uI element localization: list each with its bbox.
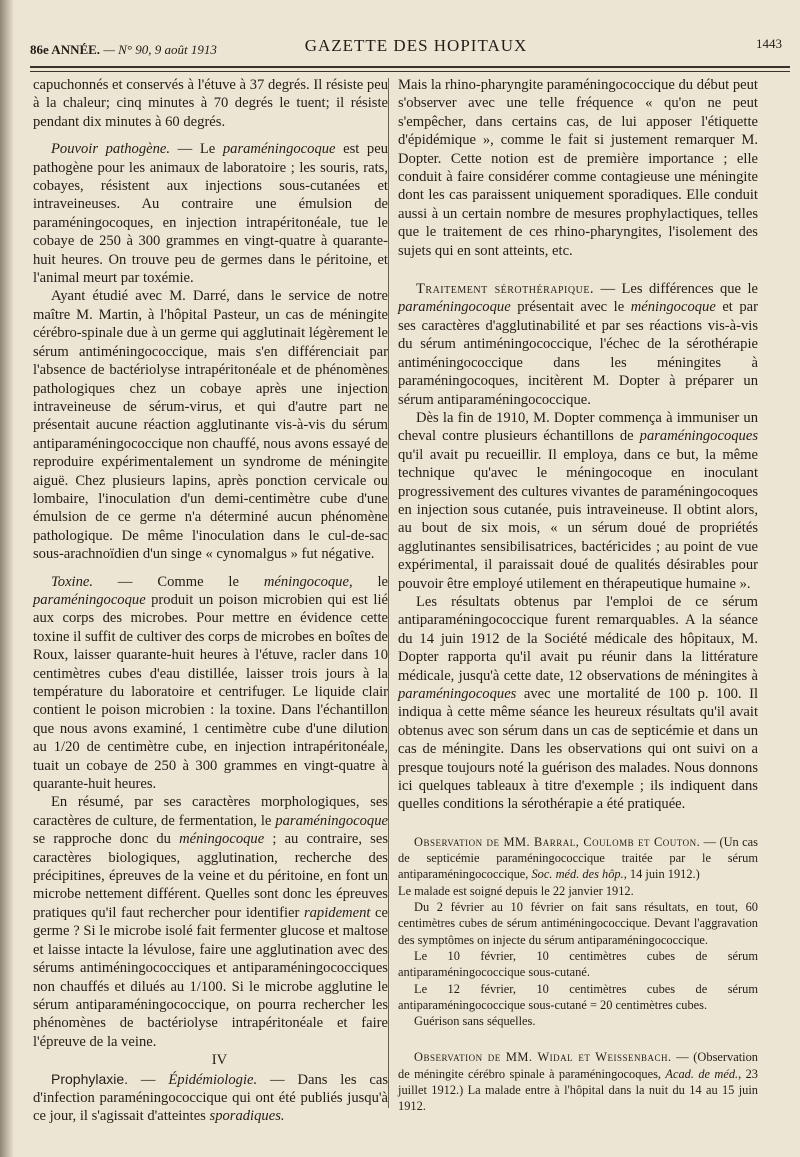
subheading-toxin: Toxine. bbox=[51, 573, 94, 590]
paragraph-summary: En résumé, par ses caractères morphologiques, ses caractères de culture, de fermentation, le paraméningocoque se rapproche donc du méningocoque ; au contraire, ses caractères biologiques, agglutination, recherche des précipitines, épreuves de la veine et du péritoine, en font un microbe nettement différent. Quelles sont donc les épreuves pratiques qu'il faut rechercher pour identifier rapidement ce germe ? Si le microbe isolé fait fermenter glucose et maltose et laisse intacte la lévulose, faire une agglutination avec des sérums antiméningococciques et antiparaméningococciques non chauffés et dilués au 1/100. Si le microbe agglutine le sérum antiparaméningococcique, on pourra rechercher les phénomènes de bactériolyse intrapéritonéale et faire l'épreuve de la veine. bbox=[33, 794, 388, 1050]
observation-line: Du 2 février au 10 février on fait sans résultats, en tout, 60 centimètres cubes de sérum antiméningococcique. Devant l'aggravation des symptômes on injecte du sérum antiparaméningococcique. bbox=[398, 900, 758, 947]
observation-widal bbox=[398, 1049, 758, 1114]
paragraph-personal-study: Ayant étudié avec M. Darré, dans le service de notre maître M. Martin, à l'hôpital Pasteur, un cas de méningite cérébro-spinale due à un germe qui agglutinait légèrement le sérum antiméningococcique, mais s'en différenciait par l'absence de bactériolyse intrapéritonéale et de phénomènes pathologiques chez un cobaye après une injection intraveineuse de sérum-virus, et qui d'autre part ne présentait aucune réaction agglutinante vis-à-vis du sérum antiparaméningococcique non chauffé, nous avons essayé de reproduire expérimentalement un syndrome de méningite aiguë. Chez plusieurs lapins, après ponction cervicale ou lombaire, l'inoculation d'un demi-centimètre cube d'une émulsion de ce germe n'a déterminé aucun phénomène pathologique. De même l'inoculation dans le cul-de-sac sous-arachnoïdien d'un singe « cynomalgus » fut négative. bbox=[33, 288, 388, 563]
observation-line: Le 12 février, 10 centimètres cubes de sérum antiparaméningococcique sous-cutané = 20 centimètres cubes. bbox=[398, 981, 758, 1012]
subheading-prophylaxis: Prophylaxie. bbox=[51, 1070, 129, 1087]
header-rule-thick bbox=[30, 66, 790, 68]
subheading-epidemiology: Épidémiologie. bbox=[168, 1071, 258, 1088]
paragraph-dopter-immunization: Dès la fin de 1910, M. Dopter commença à immuniser un cheval contre plusieurs échantillons de paraméningocoques qu'il avait pu recueillir. Il employa, dans ce but, la même technique qu'avec le méningocoque en inoculant progressivement des cultures vivantes de paraméningocoques en injection sous cutanée, puis intraveineuse. Il obtint alors, au bout de six mois, « un sérum doué de propriétés agglutinantes sensibilisatrices, bactéricides ; au point de vue expérimental, il paraissait doué de qualités désirables pour pouvoir être employé utilement en thérapeutique humaine ». bbox=[398, 409, 758, 592]
journal-title: GAZETTE DES HOPITAUX bbox=[304, 36, 528, 55]
header-rule-thin bbox=[30, 71, 790, 72]
paragraph-heat-resistance: capuchonnés et conservés à l'étuve à 37 degrés. Il résiste peu à la chaleur; cinq minutes à 70 degrés le tuent; il résiste pendant dix minutes à 60 degrés. bbox=[33, 77, 388, 130]
header-issue: — N° 90, 9 août 1913 bbox=[103, 42, 217, 57]
paragraph-pathogenic-power: Pouvoir pathogène. — Le paraméningocoque est peu pathogène pour les animaux de laboratoire ; les souris, rats, cobayes, résistent aux injections sous-cutanées et intraveineuses. Au contraire une émulsion de paraméningocoques, en injection intrapéritonéale, tue le cobaye de 250 à 300 grammes en vingt-quatre à quarante-huit heures. On trouve peu de germes dans le péritoine, et l'animal meurt par toxémie. bbox=[33, 141, 389, 287]
subheading-pathogenic-power: Pouvoir pathogène. bbox=[51, 141, 171, 158]
subheading-serotherapy: Traitement sérothérapique. bbox=[416, 281, 595, 298]
observation-barral-heading: Observation de MM. Barral, Coulomb et Couton. — (Un cas de septicémie paraméningococcique traitée par le sérum antiparaméningococcique, Soc. méd. des hôp., 14 juin 1912.) bbox=[398, 834, 758, 882]
header-issue-info bbox=[30, 42, 217, 58]
header-year: 86e ANNÉE. bbox=[30, 42, 101, 57]
observation-line: Le 10 février, 10 centimètres cubes de sérum antiparaméningococcique sous-cutané. bbox=[398, 948, 758, 980]
paragraph-rhinopharyngitis: Mais la rhino-pharyngite paraméningococcique du début peut s'observer avec une telle fréquence « qu'on ne peut s'empêcher, dans certains cas, de lui apposer l'étiquette d'épidémique », comme le fait si justement remarquer M. Dopter. Cette notion est de première importance ; elle conduit à faire considérer comme contagieuse une méningite dont les cas paraissent uniquement sporadiques. Elle conduit aussi à un certain nombre de mesures prophylactiques, telles que le traitement de ces rhino-pharyngites, l'isolement des sujets qui en sont atteints, etc. bbox=[398, 77, 758, 259]
observation-line: Guérison sans séquelles. bbox=[414, 1014, 536, 1029]
right-column bbox=[398, 76, 758, 1115]
paragraph-toxin: Toxine. — Comme le méningocoque, le paraméningocoque produit un poison microbien qui est lié aux corps des microbes. Pour mettre en évidence cette toxine il suffit de cultiver des corps de microbes en boîtes de Roux, laisser quarante-huit heures à l'étuve, racler dans 10 centimètres cubes d'eau distillée, laisser trois jours à la température du laboratoire et centrifuger. Le liquide clair contient le poison microbien : la toxine. Dans l'échantillon que nous avons examiné, 1 centimètre cube d'une dilution au 1/20 de centimètre cube, en injection intrapéritonéale, tuait un cobaye de 250 à 300 grammes en vingt-quatre à quarante-huit heures. bbox=[33, 573, 388, 793]
column-separator bbox=[388, 78, 389, 1108]
paragraph-results: Les résultats obtenus par l'emploi de ce sérum antiparaméningococcique furent remarquables. A la séance du 14 juin 1912 de la Société médicale des hôpitaux, M. Dopter rapporta qu'il avait pu réunir dans la littérature médicale, jusqu'à cette date, 12 observations de méningites à paraméningocoques avec une mortalité de 100 p. 100. Il indiqua à cette même séance les heureux résultats qu'il avait obtenus avec son sérum dans un cas de septicémie et dans un cas de méningite. Dans les observations qui ont suivi on a presque toujours noté la guérison des malades. Nous donnons ici quelques tableaux à titre d'exemple ; ils indiquent dans quelles conditions la sérothérapie a été pratiquée. bbox=[398, 593, 758, 813]
observation-widal-heading: Observation de MM. Widal et Weissenbach. — (Observation de méningite cérébro spinale à paraméningocoques, Acad. de méd., 23 juillet 1912.) La malade entre à l'hôpital dans la nuit du 14 au 15 juin 1912. bbox=[398, 1050, 758, 1114]
page-number: 1443 bbox=[756, 36, 782, 51]
section-number: IV bbox=[211, 1052, 228, 1069]
page-binding-edge bbox=[0, 0, 14, 1157]
observation-barral bbox=[398, 834, 758, 1030]
left-column bbox=[33, 76, 388, 1126]
paragraph-serotherapy: Traitement sérothérapique. — Les différences que le paraméningocoque présentait avec le méningocoque et par ses caractères d'agglutinabilité et par ses réactions vis-à-vis du sérum antiméningococcique, l'échec de la sérothérapie antiméningococcique dans les méningites à paraméningocoques, incitèrent M. Dopter à préparer un sérum antiparaméningococcique. bbox=[398, 281, 758, 408]
page-header bbox=[30, 36, 792, 62]
observation-line: Le malade est soigné depuis le 22 janvier 1912. bbox=[398, 883, 634, 898]
paragraph-prophylaxis: Prophylaxie. — Épidémiologie. — Dans les cas d'infection paraméningococcique qui ont été publiés jusqu'à ce jour, il s'agissait d'atteintes sporadiques. bbox=[33, 1070, 388, 1125]
